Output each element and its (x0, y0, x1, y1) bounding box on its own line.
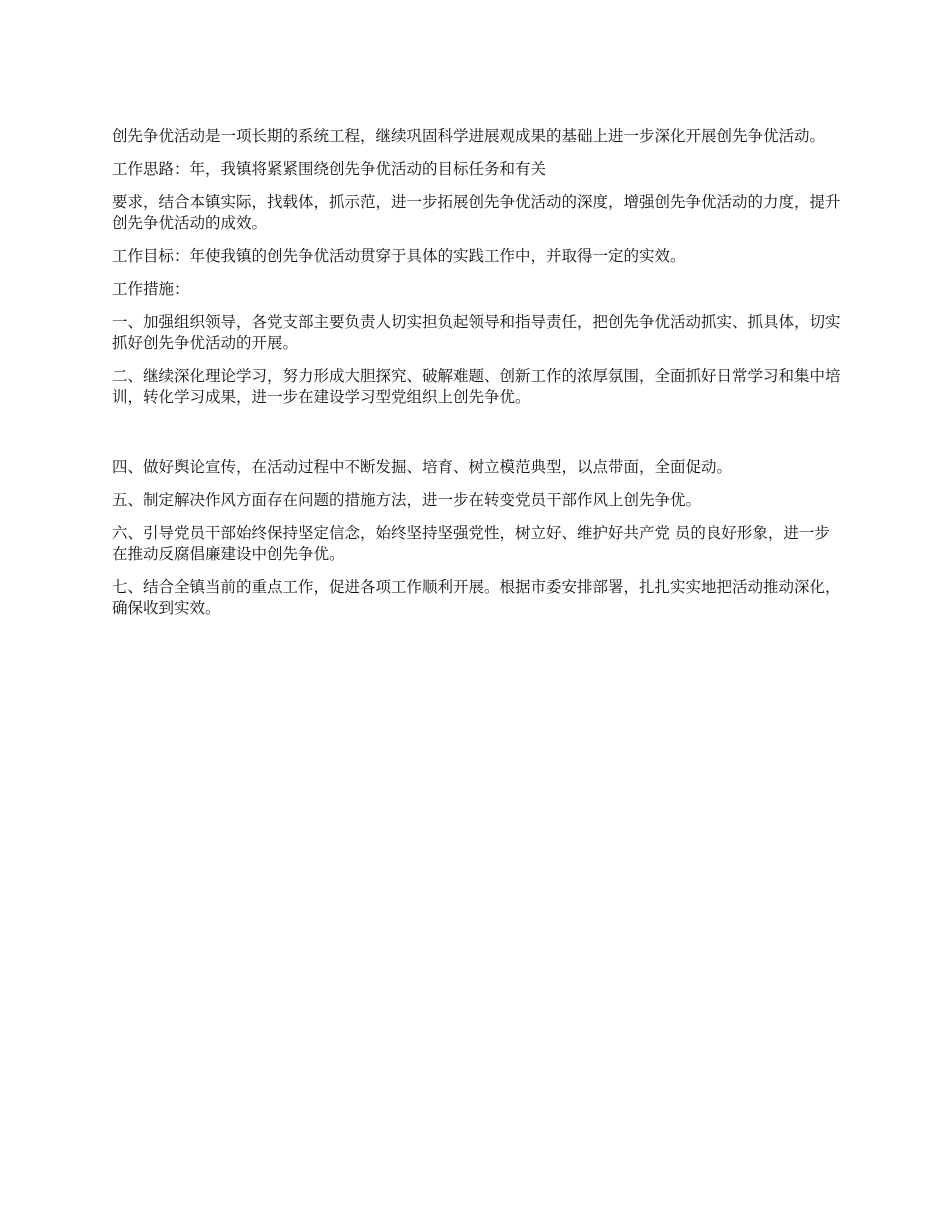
paragraph-measure-2: 二、继续深化理论学习，努力形成大胆探究、破解难题、创新工作的浓厚氛围，全面抓好日常学习和集中培训，转化学习成果，进一步在建设学习型党组织上创先争优。 (112, 367, 841, 406)
paragraph-measure-7: 七、结合全镇当前的重点工作，促进各项工作顺利开展。根据市委安排部署，扎扎实实地把活动推动深化，确保收到实效。 (112, 578, 841, 617)
document-body (112, 126, 842, 631)
blank-gap (112, 420, 842, 457)
paragraph-measure-4: 四、做好舆论宣传，在活动过程中不断发掘、培育、树立模范典型，以点带面，全面促动。 (112, 458, 733, 476)
paragraph-intro: 创先争优活动是一项长期的系统工程，继续巩固科学进展观成果的基础上进一步深化开展创先争优活动。 (112, 127, 826, 145)
paragraph-measures-heading: 工作措施： (112, 280, 190, 298)
paragraph-measure-1: 一、加强组织领导，各党支部主要负责人切实担负起领导和指导责任，把创先争优活动抓实、抓具体，切实抓好创先争优活动的开展。 (112, 313, 841, 352)
paragraph-measure-5: 五、制定解决作风方面存在问题的措施方法，进一步在转变党员干部作风上创先争优。 (112, 491, 702, 509)
paragraph-measure-6: 六、引导党员干部始终保持坚定信念，始终坚持坚强党性，树立好、维护好共产党 员的良好形象，进一步在推动反腐倡廉建设中创先争优。 (112, 524, 830, 563)
paragraph-requirements: 要求，结合本镇实际，找载体，抓示范，进一步拓展创先争优活动的深度，增强创先争优活动的力度，提升创先争优活动的成效。 (112, 193, 841, 232)
paragraph-work-goal: 工作目标：年使我镇的创先争优活动贯穿于具体的实践工作中，并取得一定的实效。 (112, 247, 686, 265)
paragraph-work-approach: 工作思路：年，我镇将紧紧围绕创先争优活动的目标任务和有关 (112, 160, 547, 178)
